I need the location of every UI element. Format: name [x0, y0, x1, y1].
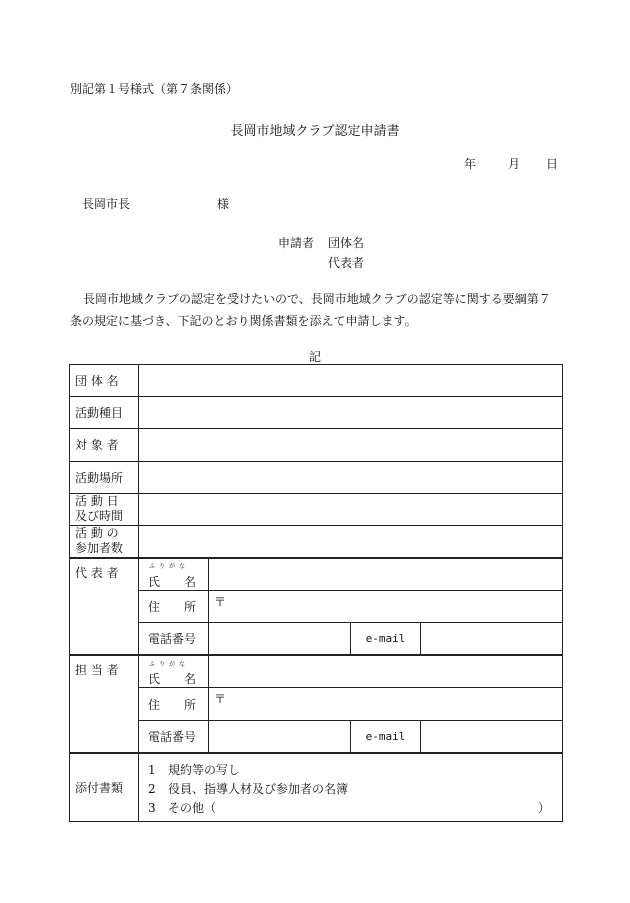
date-year-label: 年: [464, 157, 477, 171]
basho-input-area[interactable]: [139, 462, 562, 493]
row-label-sankasha-line2: 参加者数: [75, 541, 124, 555]
contact-phone-input[interactable]: [209, 721, 350, 752]
contact-address-input[interactable]: [209, 688, 562, 720]
representative-address-input[interactable]: [209, 591, 562, 622]
representative-postal-mark: 〒: [214, 594, 227, 609]
contact-name-input[interactable]: [209, 656, 562, 687]
shubetsu-input-area[interactable]: [139, 397, 562, 428]
representative-phone-input[interactable]: [209, 623, 350, 654]
attachment-other-input[interactable]: [219, 799, 539, 815]
representative-email-input[interactable]: [421, 623, 562, 654]
nichiji-input-area[interactable]: [139, 494, 562, 525]
representative-phone-label: 電話番号: [148, 632, 197, 646]
attachment-item-3-text: その他（: [168, 801, 217, 815]
application-table: [69, 364, 563, 822]
attachment-item-2-text: 役員、指導人材及び参加者の名簿: [168, 782, 349, 796]
row-label-dantai: 団 体 名: [75, 373, 119, 388]
contact-name-label: 氏 名: [148, 671, 197, 686]
representative-label: 代 表 者: [75, 566, 119, 580]
page-title: 長岡市地域クラブ認定申請書: [230, 124, 400, 139]
body-text: 長岡市地域クラブの認定を受けたいので、長岡市地域クラブの認定等に関する要綱第７条の規定に基づき、下記のとおり関係書類を添えて申請します。: [70, 292, 551, 328]
attachment-item-3: [148, 799, 216, 816]
contact-phone-label: 電話番号: [148, 730, 197, 744]
date-month-label: 月: [508, 157, 521, 171]
addressee-suffix: 様: [217, 197, 230, 211]
sankasha-input-area[interactable]: [139, 526, 562, 557]
applicant-rep-label: 代表者: [328, 256, 365, 270]
row-label-sankasha-line1: 活 動 の: [75, 526, 119, 540]
form-code: 別記第１号様式（第７条関係）: [70, 82, 239, 96]
addressee: 長岡市長: [82, 197, 131, 211]
representative-email-label: e-mail: [365, 632, 406, 645]
date-line: [464, 155, 558, 172]
attachment-item-1-text: 規約等の写し: [168, 763, 241, 777]
contact-postal-mark: 〒: [214, 691, 227, 706]
representative-name-label: 氏 名: [148, 574, 197, 589]
attachment-item-1-num: 1: [148, 763, 156, 777]
contact-furigana: ふりがな: [149, 661, 190, 668]
row-label-nichiji: [75, 493, 137, 525]
representative-name-input[interactable]: [209, 559, 562, 590]
row-label-taisho: 対 象 者: [75, 438, 119, 452]
contact-email-label: e-mail: [365, 730, 406, 743]
contact-address-label: 住 所: [148, 697, 197, 712]
dantai-input-area[interactable]: [139, 365, 562, 396]
applicant-label: 申請者: [278, 236, 315, 250]
row-label-nichiji-line1: 活 動 日: [75, 494, 119, 508]
taisho-input-area[interactable]: [139, 429, 562, 461]
ki-heading: 記: [308, 350, 321, 364]
contact-email-input[interactable]: [421, 721, 562, 752]
row-label-nichiji-line2: 及び時間: [75, 509, 124, 523]
applicant-org-label: 団体名: [328, 236, 365, 250]
attachments-label: 添付書類: [75, 781, 124, 795]
attachment-item-1: [148, 761, 240, 778]
attachment-close-paren: ）: [538, 801, 551, 815]
row-label-shubetsu: 活動種目: [75, 405, 124, 420]
date-day-label: 日: [546, 157, 559, 171]
attachment-item-3-num: 3: [148, 801, 156, 815]
row-label-sankasha: [75, 525, 137, 557]
contact-label: 担 当 者: [75, 663, 119, 677]
representative-furigana: ふりがな: [149, 563, 190, 570]
attachment-item-2-num: 2: [148, 782, 156, 796]
attachment-item-2: [148, 780, 348, 797]
representative-address-label: 住 所: [148, 600, 197, 614]
row-label-basho: 活動場所: [75, 470, 124, 485]
